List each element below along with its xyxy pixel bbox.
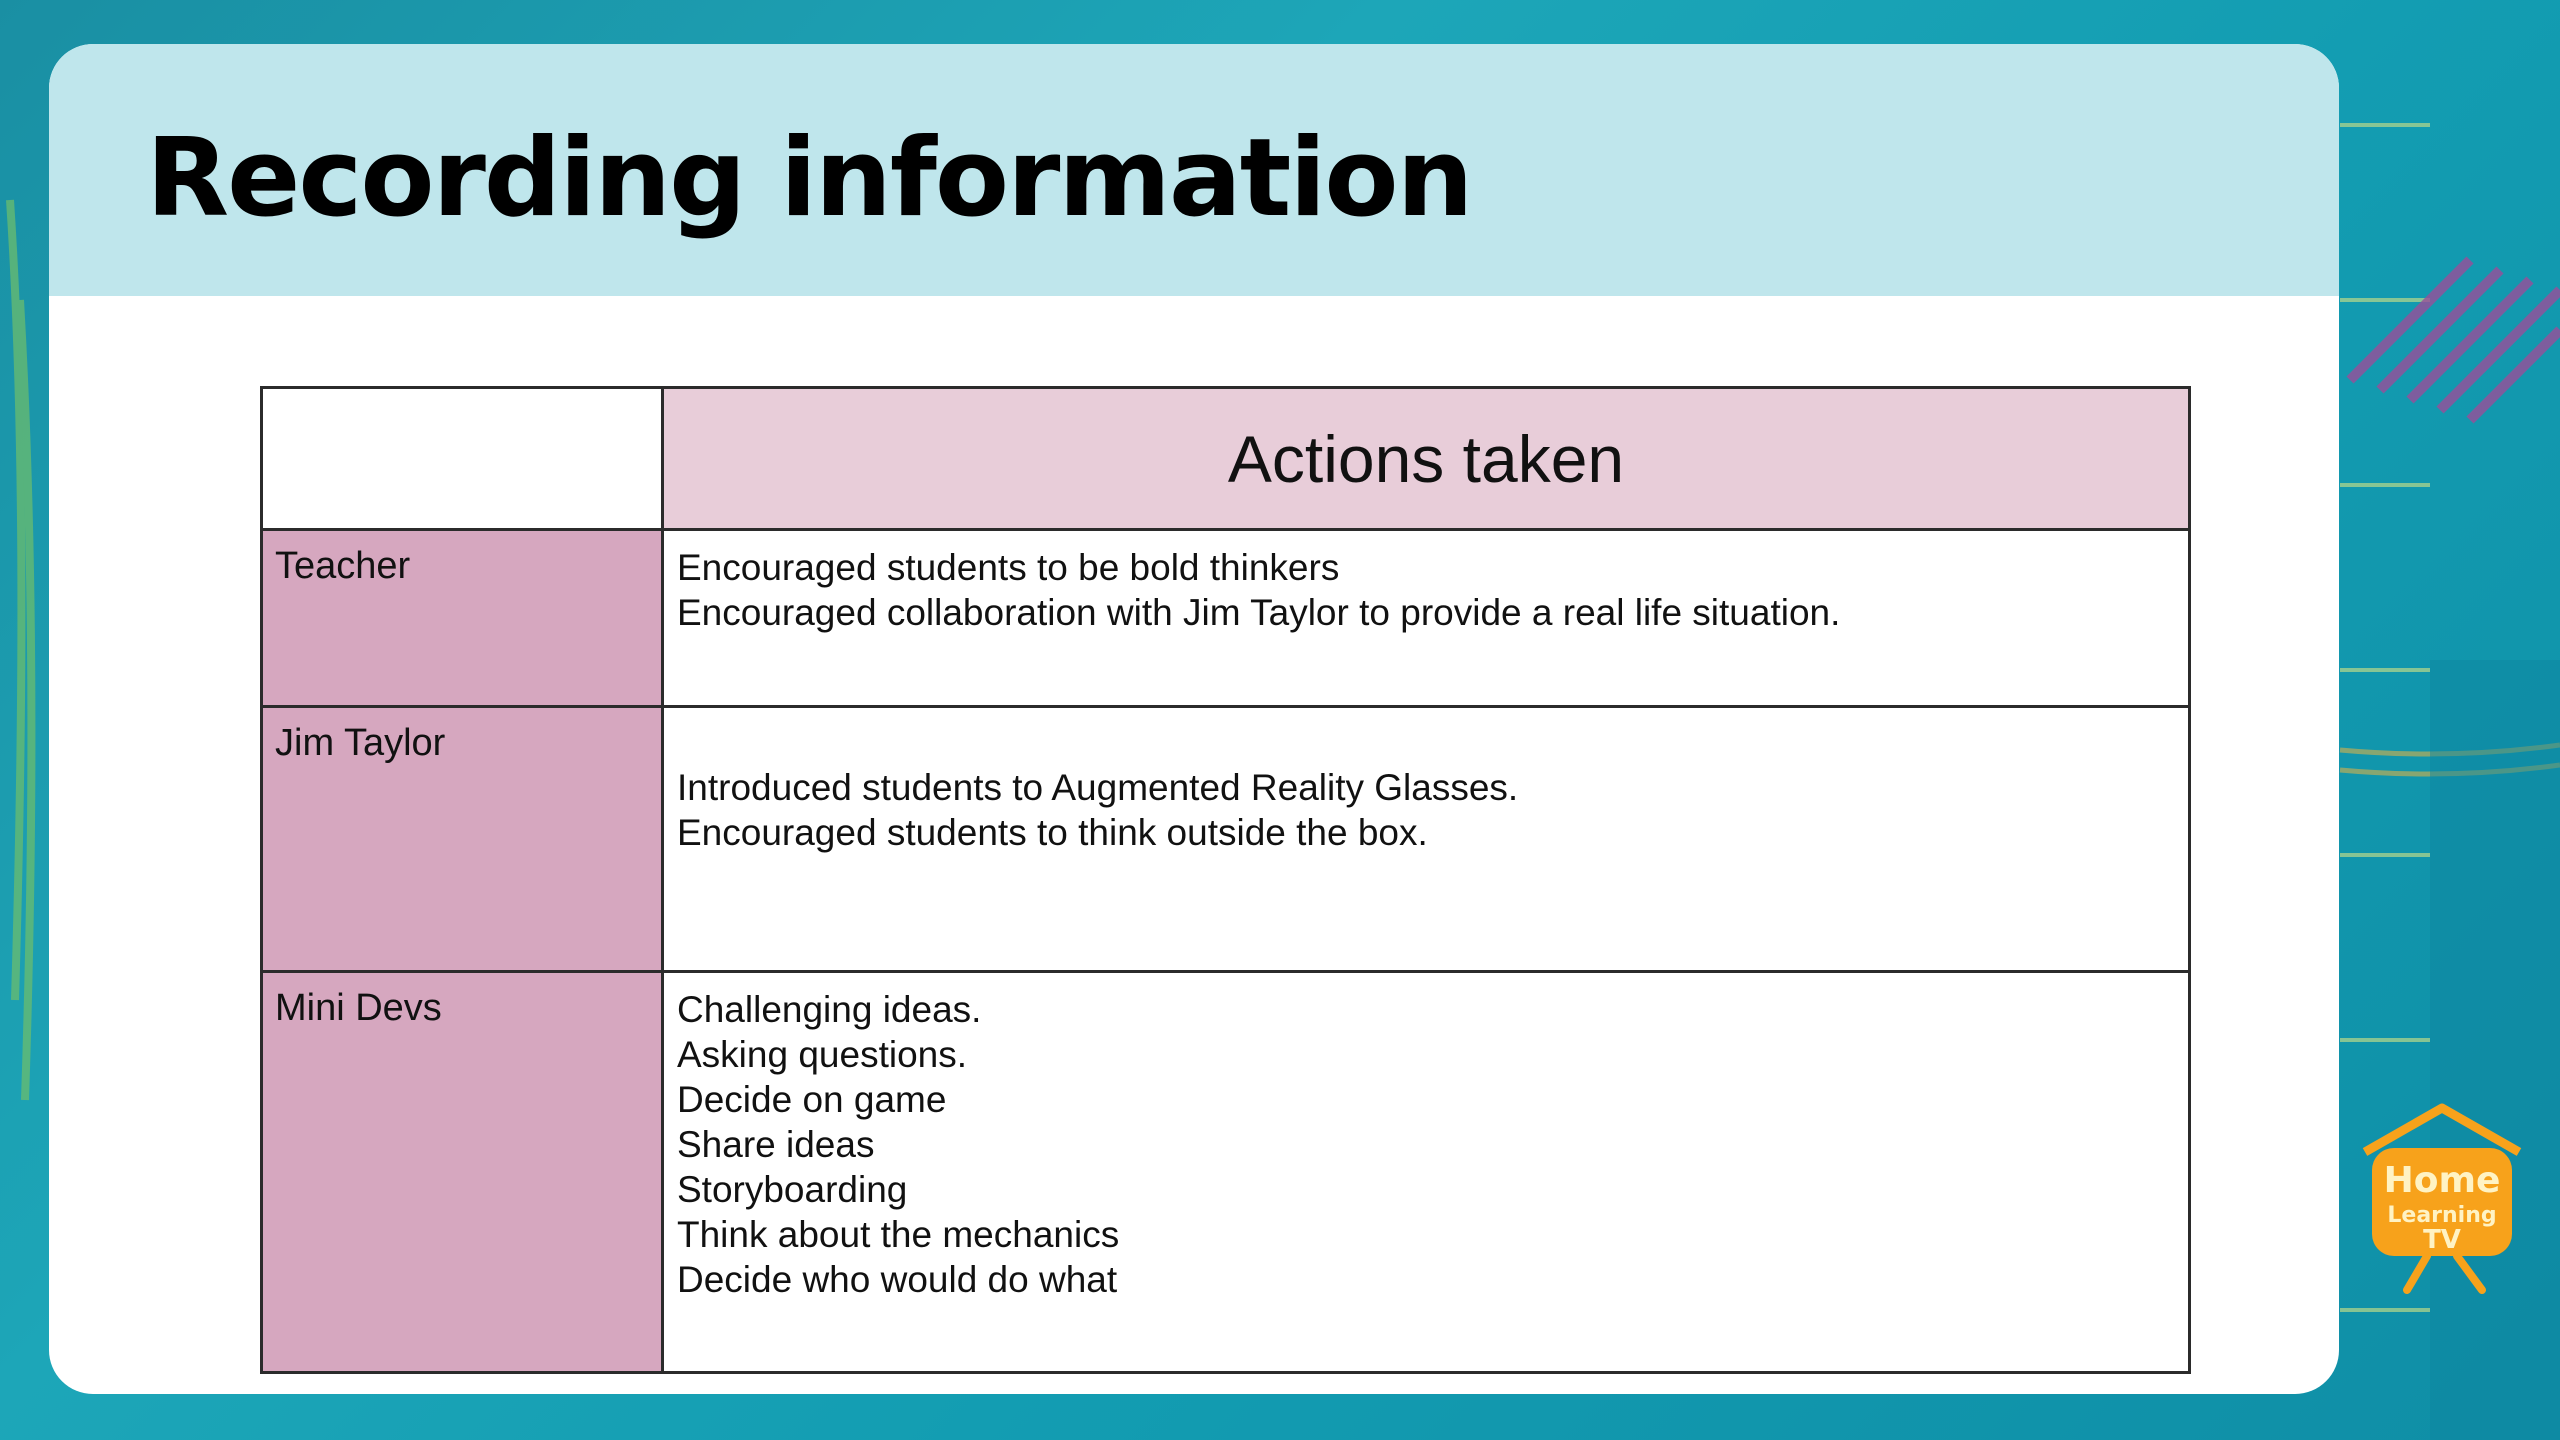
table-header-row <box>262 388 2190 530</box>
actions-taken-header: Actions taken <box>663 388 2190 530</box>
home-learning-tv-logo <box>2357 1100 2527 1300</box>
action-item: Challenging ideas. <box>677 989 982 1030</box>
role-cell: Mini Devs <box>262 972 663 1373</box>
action-item: Encouraged students to think outside the box. <box>677 812 1428 853</box>
logo-line-tv: TV <box>2423 1225 2461 1255</box>
slide-title: Recording information <box>146 116 1472 241</box>
role-cell: Jim Taylor <box>262 707 663 972</box>
action-item: Decide on game <box>677 1079 947 1120</box>
action-item: Think about the mechanics <box>677 1214 1120 1255</box>
action-item: Asking questions. <box>677 1034 968 1075</box>
logo-line-home: Home <box>2383 1160 2501 1201</box>
actions-cell <box>663 530 2190 707</box>
table-corner-cell <box>262 388 663 530</box>
table-row <box>262 707 2190 972</box>
action-item: Encouraged collaboration with Jim Taylor to provide a real life situation. <box>677 592 1841 633</box>
action-item: Share ideas <box>677 1124 875 1165</box>
action-item: Storyboarding <box>677 1169 908 1210</box>
action-item: Decide who would do what <box>677 1259 1118 1300</box>
actions-cell <box>663 972 2190 1373</box>
table-row <box>262 530 2190 707</box>
action-item: Introduced students to Augmented Reality Glasses. <box>677 767 1519 808</box>
recording-table <box>260 386 2191 1374</box>
actions-cell <box>663 707 2190 972</box>
table-row <box>262 972 2190 1373</box>
role-cell: Teacher <box>262 530 663 707</box>
slide-card <box>49 44 2339 1394</box>
action-item: Encouraged students to be bold thinkers <box>677 547 1340 588</box>
logo-line-learning: Learning <box>2387 1203 2497 1228</box>
